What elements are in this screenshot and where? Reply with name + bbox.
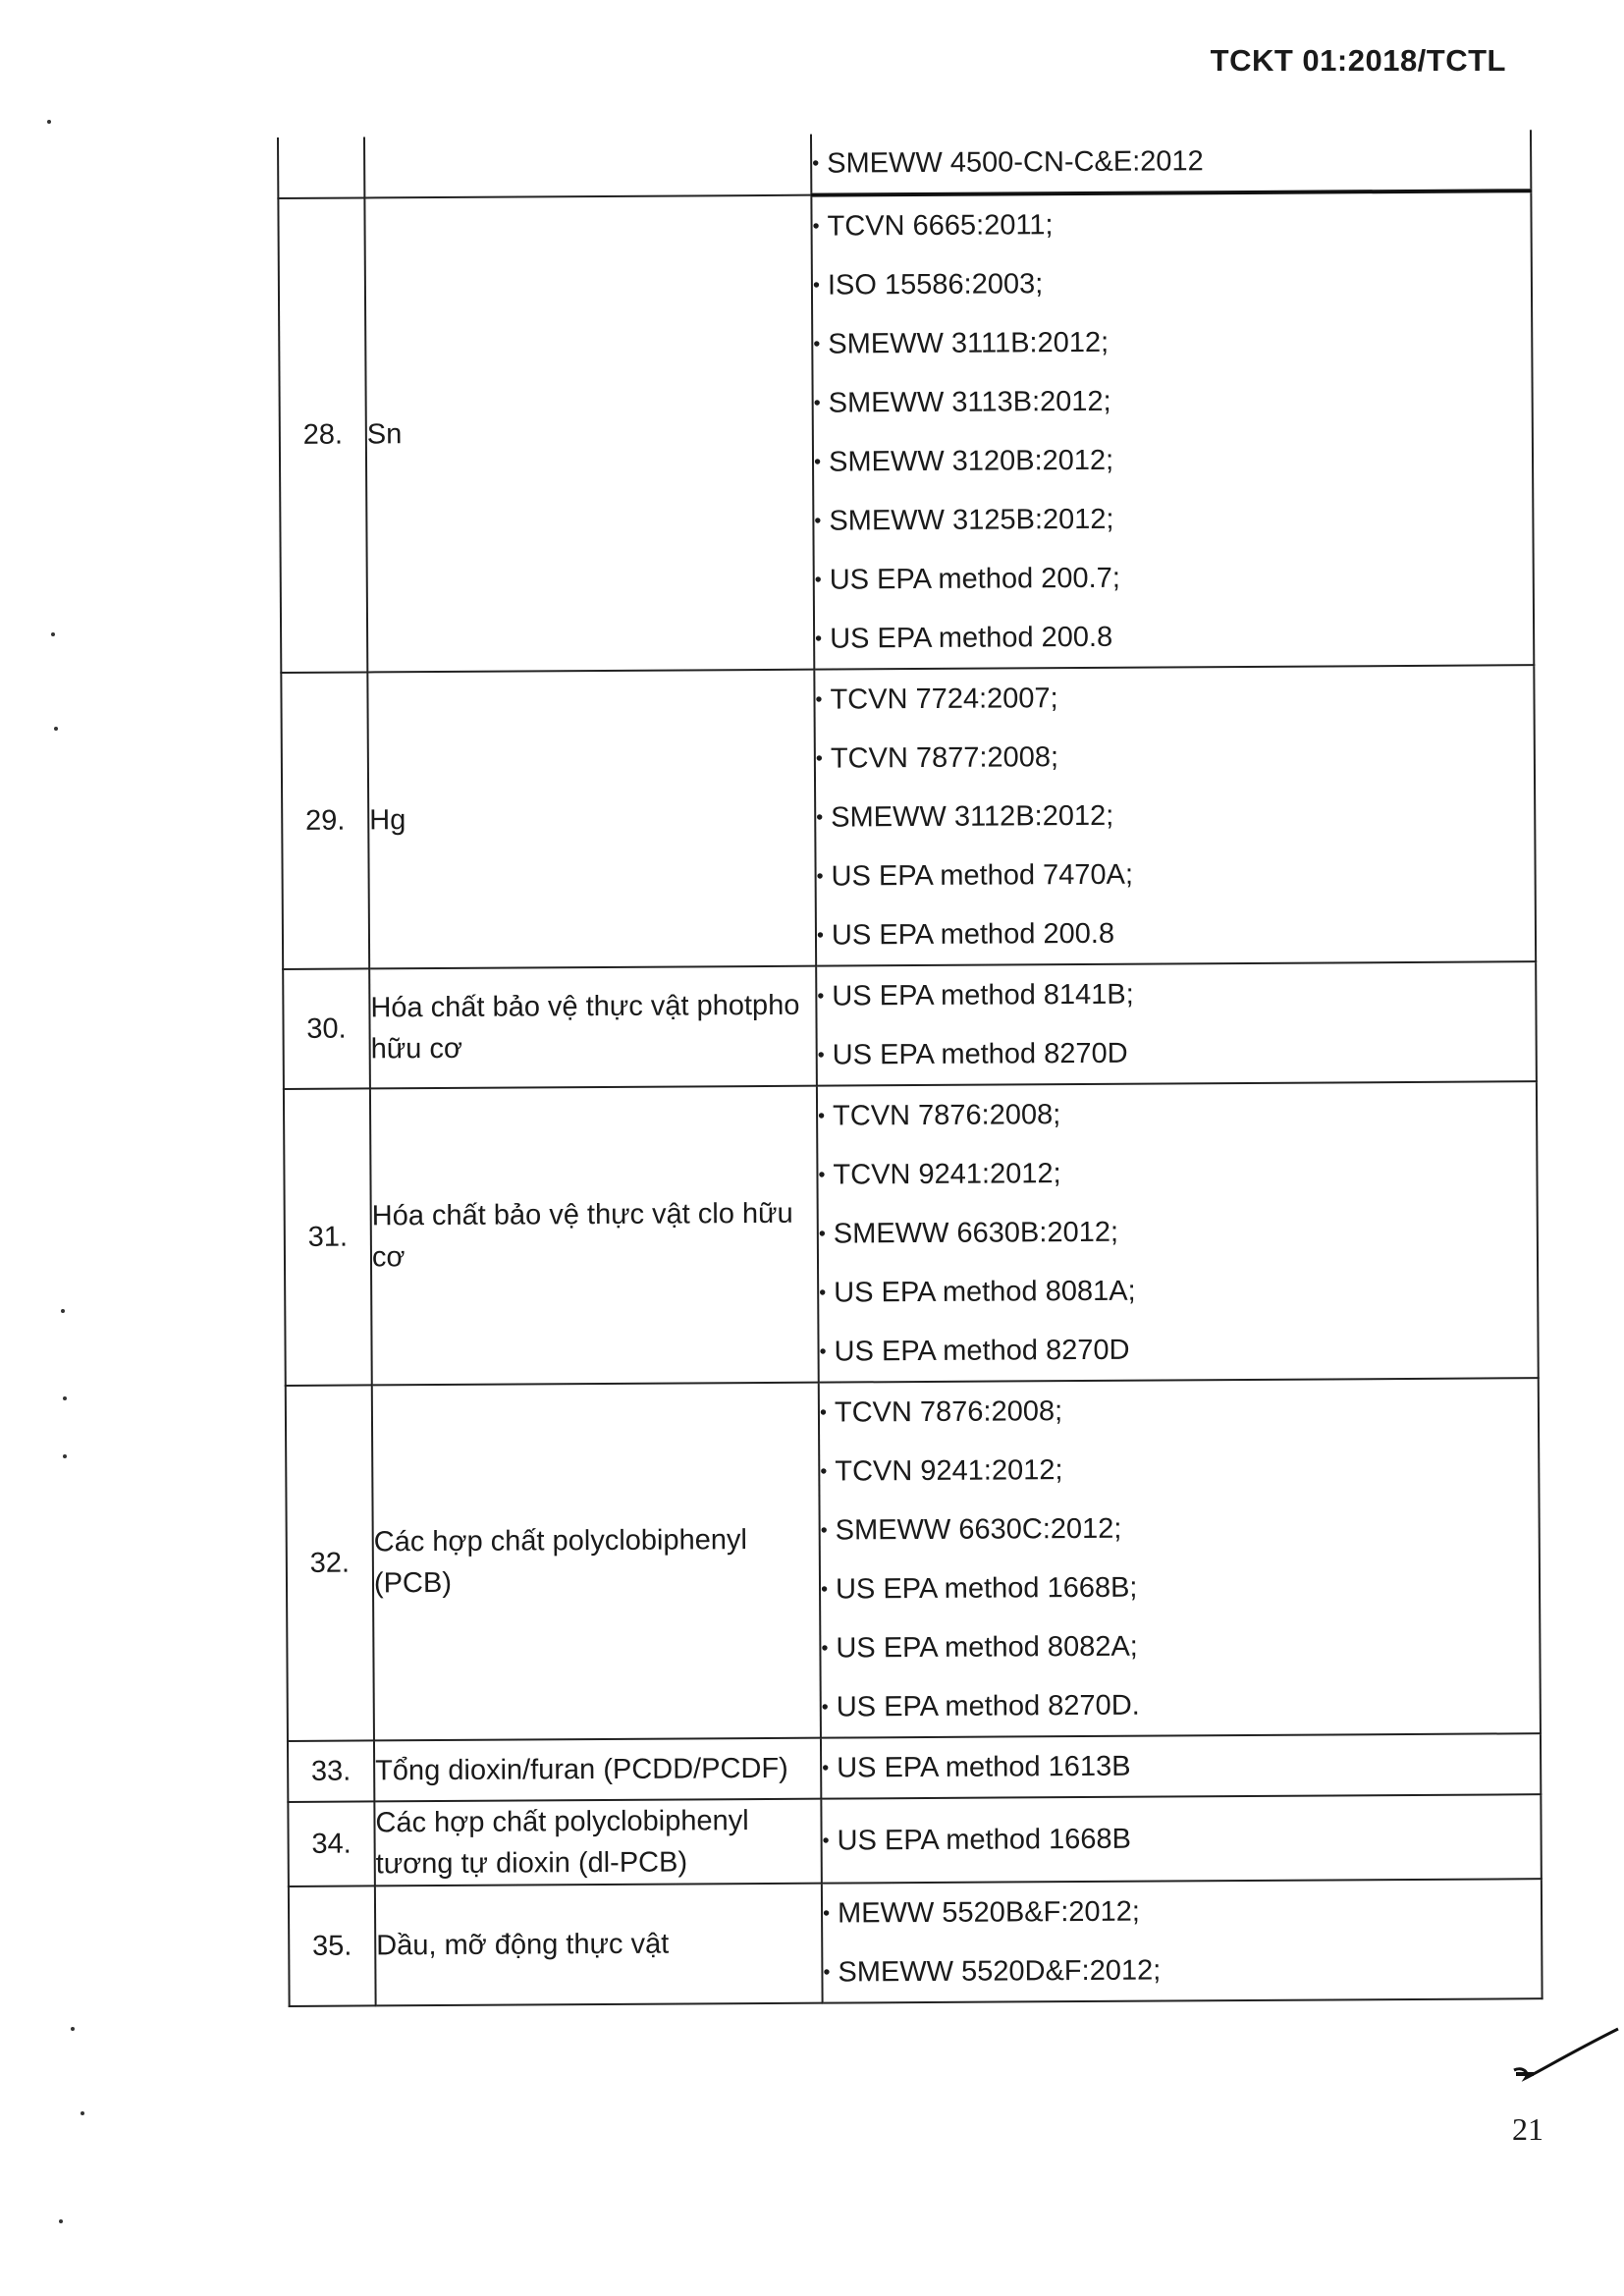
- method-item: • US EPA method 8141B;: [817, 962, 1535, 1025]
- cell-parameter: Dầu, mỡ động thực vật: [375, 1884, 823, 2006]
- cell-methods: [822, 1879, 1543, 2002]
- cell-no: 30.: [283, 968, 370, 1089]
- method-item: • US EPA method 8082A;: [821, 1614, 1539, 1677]
- method-item: • US EPA method 1613B: [822, 1734, 1540, 1797]
- cell-parameter: Hóa chất bảo vệ thực vật photpho hữu cơ: [369, 966, 817, 1089]
- method-item: • TCVN 7877:2008;: [816, 725, 1534, 788]
- continuation-row: [278, 130, 1531, 198]
- table-row: [288, 1794, 1542, 1886]
- table-row: [278, 191, 1534, 673]
- method-item: • US EPA method 8270D: [819, 1318, 1537, 1381]
- method-item: • ISO 15586:2003;: [813, 251, 1531, 314]
- method-item: • SMEWW 6630C:2012;: [820, 1497, 1538, 1559]
- cell-no: [278, 137, 364, 198]
- cell-no: 33.: [288, 1740, 374, 1802]
- method-item: • US EPA method 1668B;: [821, 1556, 1539, 1618]
- cell-no: 32.: [286, 1385, 374, 1741]
- method-item: • US EPA method 1668B: [822, 1807, 1540, 1870]
- method-item: • US EPA method 200.8: [817, 902, 1535, 964]
- method-item: • US EPA method 200.8: [815, 605, 1533, 668]
- method-item: • SMEWW 5520D&F:2012;: [823, 1939, 1541, 2001]
- scan-speck: [81, 2111, 84, 2115]
- cell-methods: [811, 130, 1531, 194]
- scan-speck: [51, 632, 55, 636]
- scan-speck: [54, 727, 58, 731]
- scan-speck: [63, 1396, 67, 1400]
- method-item: • TCVN 6665:2011;: [812, 192, 1530, 255]
- method-item: • TCVN 7876:2008;: [820, 1379, 1538, 1442]
- method-item: • SMEWW 3111B:2012;: [813, 310, 1531, 373]
- method-item: • US EPA method 200.7;: [815, 546, 1533, 609]
- method-item: • TCVN 9241:2012;: [818, 1141, 1536, 1204]
- signature-mark: [1512, 2023, 1620, 2087]
- method-item: • US EPA method 7470A;: [816, 843, 1534, 905]
- scan-speck: [71, 2027, 75, 2031]
- cell-no: 29.: [281, 672, 369, 969]
- method-item: • SMEWW 3112B:2012;: [816, 784, 1534, 847]
- method-item: • US EPA method 8081A;: [819, 1259, 1537, 1322]
- cell-parameter: Các hợp chất polyclobiphenyl tương tự dioxin (dl-PCB): [374, 1799, 822, 1886]
- method-item: • SMEWW 3120B:2012;: [814, 428, 1532, 491]
- page-number: 21: [1512, 2111, 1543, 2147]
- cell-methods: [817, 1081, 1539, 1382]
- method-item: • SMEWW 3125B:2012;: [814, 487, 1532, 550]
- cell-no: 28.: [278, 197, 367, 673]
- method-item: • MEWW 5520B&F:2012;: [823, 1880, 1541, 1942]
- methods-table: [277, 130, 1543, 2007]
- standard-code-header: TCKT 01:2018/TCTL: [1210, 43, 1506, 78]
- table-row: [283, 961, 1537, 1089]
- scan-speck: [47, 120, 51, 124]
- cell-parameter: Hg: [367, 670, 816, 969]
- table-row: [289, 1879, 1543, 2006]
- scan-speck: [61, 1309, 65, 1313]
- table-row: [281, 665, 1536, 969]
- method-item: • SMEWW 6630B:2012;: [819, 1200, 1537, 1263]
- cell-methods: [814, 665, 1536, 965]
- method-item: • SMEWW 4500-CN-C&E:2012: [812, 130, 1530, 192]
- scan-speck: [59, 2219, 63, 2223]
- cell-methods: [819, 1378, 1541, 1737]
- cell-parameter: Sn: [364, 195, 814, 673]
- cell-parameter: [364, 135, 811, 198]
- cell-parameter: Hóa chất bảo vệ thực vật clo hữu cơ: [370, 1086, 819, 1386]
- table-row: [288, 1733, 1541, 1802]
- table-row: [286, 1378, 1541, 1741]
- scan-speck: [63, 1454, 67, 1458]
- method-item: • SMEWW 3113B:2012;: [813, 369, 1531, 432]
- cell-methods: [811, 191, 1534, 669]
- method-item: • US EPA method 8270D: [818, 1021, 1536, 1084]
- cell-methods: [816, 961, 1537, 1085]
- cell-methods: [821, 1733, 1541, 1798]
- method-item: • US EPA method 8270D.: [822, 1673, 1540, 1736]
- cell-methods: [821, 1794, 1542, 1884]
- method-item: • TCVN 7876:2008;: [818, 1082, 1536, 1145]
- cell-no: 35.: [289, 1886, 376, 2007]
- method-item: • TCVN 7724:2007;: [815, 666, 1533, 729]
- cell-parameter: Tổng dioxin/furan (PCDD/PCDF): [374, 1738, 821, 1802]
- table-row: [284, 1081, 1539, 1386]
- cell-no: 31.: [284, 1088, 372, 1386]
- method-item: • TCVN 9241:2012;: [820, 1438, 1538, 1501]
- cell-no: 34.: [288, 1801, 375, 1886]
- cell-parameter: Các hợp chất polyclobiphenyl (PCB): [372, 1383, 821, 1741]
